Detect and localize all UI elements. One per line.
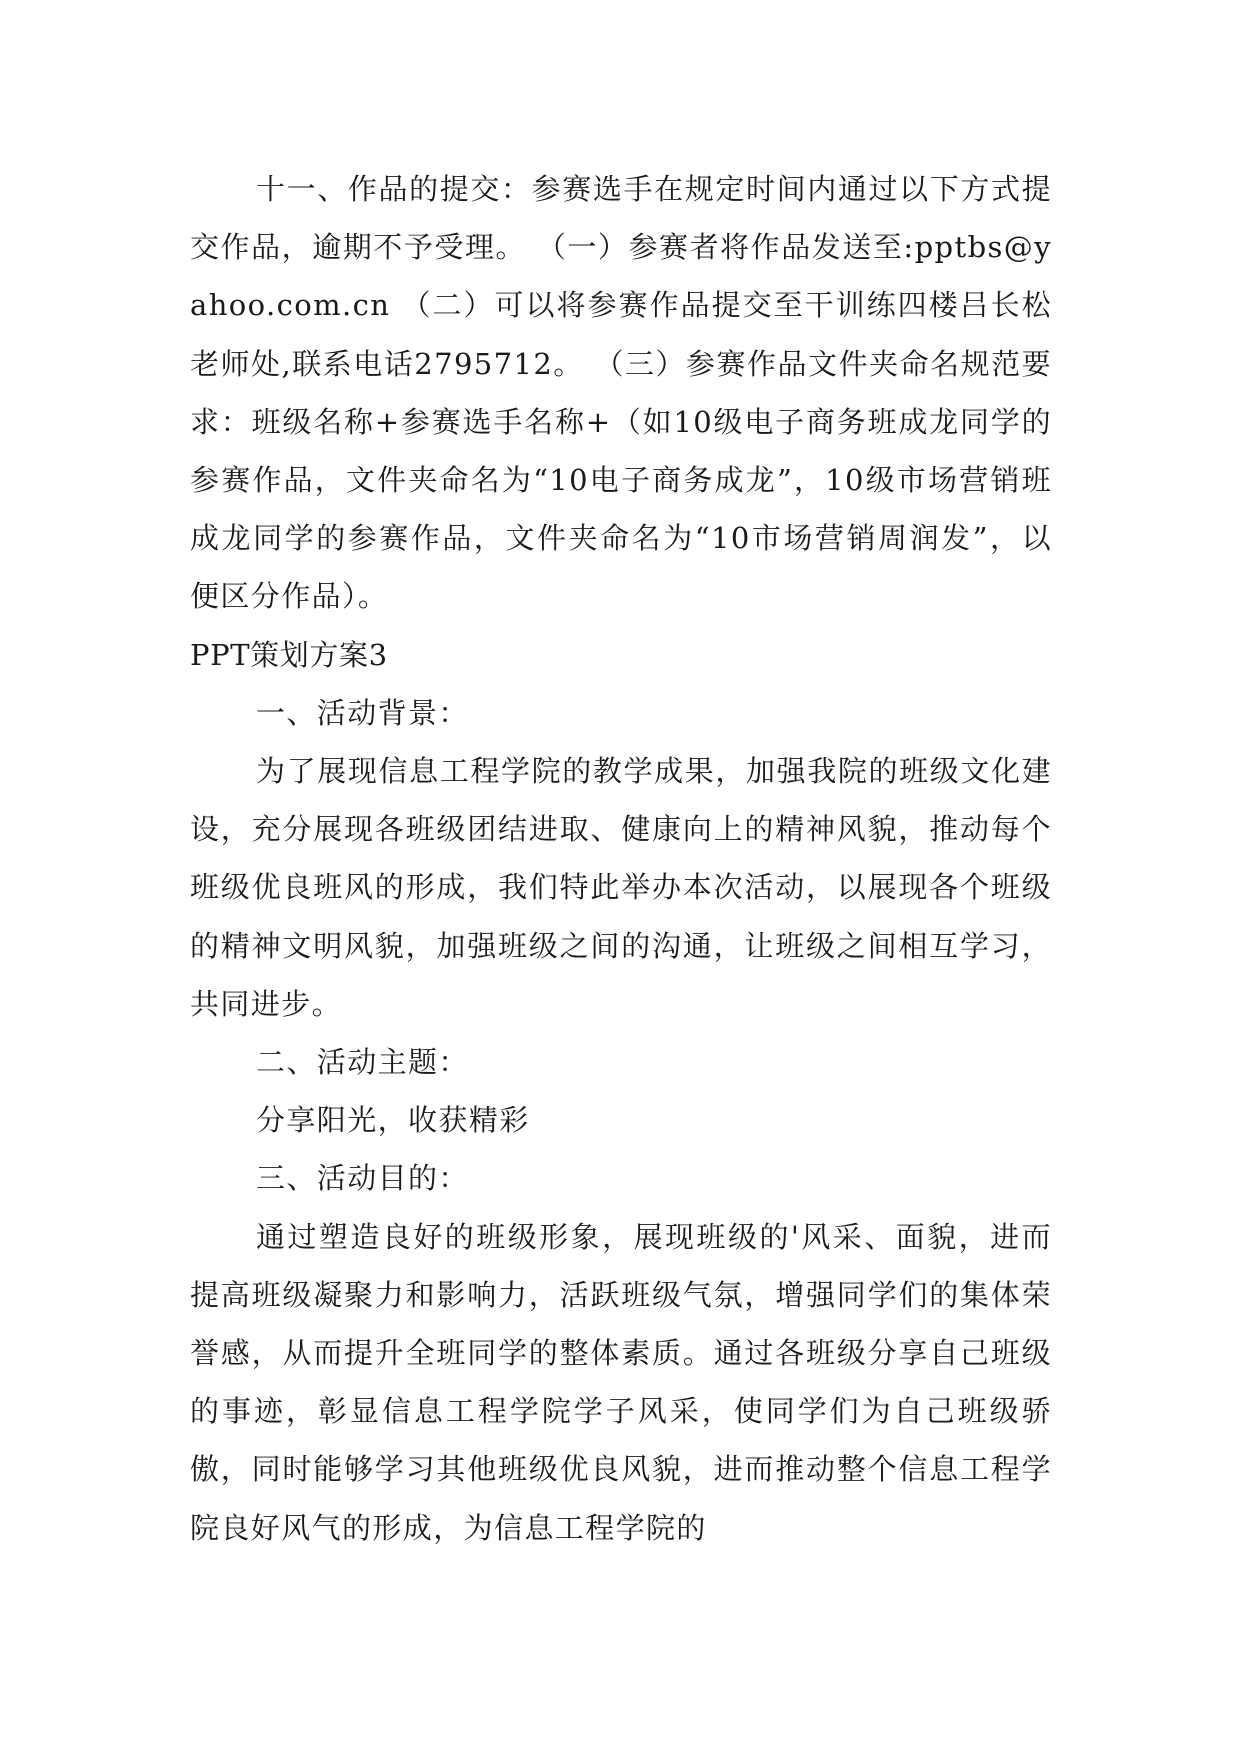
heading-background: 一、活动背景： [256, 695, 469, 730]
heading-purpose: 三、活动目的： [256, 1161, 469, 1196]
paragraph-background: 为了展现信息工程学院的教学成果，加强我院的班级文化建设，充分展现各班级团结进取、健康向上的精神风貌，推动每个班级优良班风的形成，我们特此举办本次活动，以展现各个班级的精神文明风貌，加强班级之间的沟通，让班级之间相互学习，共同进步。 [190, 754, 1052, 1021]
paragraph-theme: 分享阳光，收获精彩 [256, 1103, 530, 1138]
paragraph-purpose: 通过塑造良好的班级形象，展现班级的'风采、面貌，进而提高班级凝聚力和影响力，活跃班级气氛，增强同学们的集体荣誉感，从而提升全班同学的整体素质。通过各班级分享自己班级的事迹，彰显信息工程学院学子风采，使同学们为自己班级骄傲，同时能够学习其他班级优良风貌，进而推动整个信息工程学院良好风气的形成，为信息工程学院的 [190, 1219, 1052, 1545]
section-title: PPT策划方案3 [190, 637, 388, 672]
paragraph-submission: 十一、作品的提交：参赛选手在规定时间内通过以下方式提交作品，逾期不予受理。 （一）参赛者将作品发送至:pptbs@yahoo.com.cn （二）可以将参赛作品提交至干训练四楼吕长松老师处,联系电话2795712。 （三）参赛作品文件夹命名规范要求：班级名称+参赛选手名称+（如10级电子商务班成龙同学的参赛作品，文件夹命名为“10电子商务成龙”，10级市场营销班成龙同学的参赛作品，文件夹命名为“10市场营销周润发”，以便区分作品）。 [190, 172, 1052, 614]
document-body [190, 160, 1052, 1557]
heading-theme: 二、活动主题： [256, 1045, 469, 1080]
